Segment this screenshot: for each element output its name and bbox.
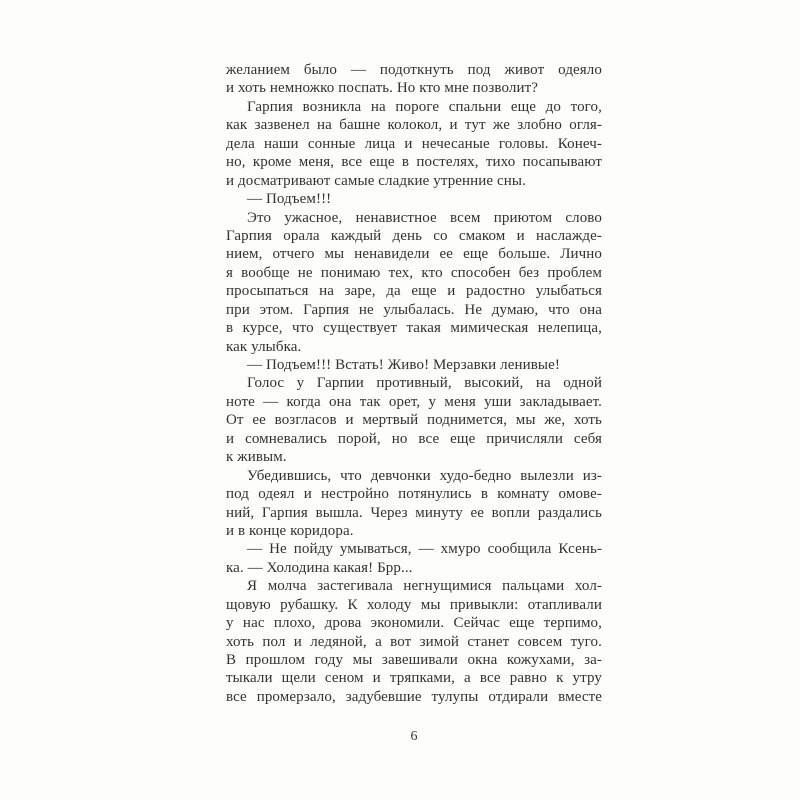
text-line: при этом. Гарпия не улыбалась. Не думаю, что она [226,301,602,318]
text-line: Голос у Гарпии противный, высокий, на одной [247,375,602,392]
text-line: В прошлом году мы завешивали окна кожухами, за- [226,652,602,668]
text-line: ка. — Холодина какая! Брр... [226,559,413,576]
paragraph [226,356,602,374]
text-line: Гарпия возникла на пороге спальни еще до того, [247,98,602,115]
text-line: нием, отчего мы ненавидели ее еще больше. Лично [226,246,602,263]
text-block [226,61,602,706]
text-line: и досматривают самые сладкие утренние сны. [226,172,526,189]
text-line: ноте — когда она так орет, у меня уши закладывает. [226,393,602,410]
text-line: под одеял и нестройно потянулись в комнату омове- [226,486,602,503]
text-line: к живым. [226,449,287,466]
paragraph [226,577,602,706]
text-line: и сомневались порой, но все еще причисляли себя [226,430,602,447]
text-line: — Не пойду умываться, — хмуро сообщила Ксень- [247,541,602,558]
text-line: но, кроме меня, все еще в постелях, тихо посапывают [226,154,602,171]
text-line: Это ужасное, ненавистное всем приютом слово [247,209,602,226]
paragraph [226,209,602,357]
text-line: дела наши сонные лица и нечесаные головы. Конеч- [226,135,602,152]
text-line: как зазвенел на башне колокол, и тут же злобно огля- [226,117,602,134]
text-line: тыкали щели сеном и тряпками, а все равно к утру [226,670,602,687]
text-line: ний, Гарпия вышла. Через минуту ее вопли раздались [226,504,602,521]
text-line: и хоть немножко поспать. Но кто мне позволит? [226,80,539,97]
paragraph [226,467,602,541]
text-line: Убедившись, что девчонки худо-бедно вылезли из- [247,467,602,484]
text-line: у нас плохо, дрова экономили. Сейчас еще терпимо, [226,615,602,632]
paragraph [226,540,602,577]
text-line: желанием было — подоткнуть под живот одеяло [226,62,602,78]
text-line: Гарпия орала каждый день со смаком и наслажде- [226,227,602,244]
text-line: От ее возгласов и мертвый поднимется, мы же, хоть [226,412,602,429]
text-line: в курсе, что существует такая мимическая нелепица, [226,320,602,337]
text-line: все промерзало, задубевшие тулупы отдирали вместе [226,688,602,705]
text-line: щовую рубашку. К холоду мы привыкли: отапливали [226,596,602,613]
text-line: Я молча застегивала негнущимися пальцами хол- [247,578,602,595]
paragraph [226,190,602,208]
text-line: я вообще не понимаю тех, кто способен без проблем [226,264,602,281]
paragraph [226,98,602,190]
text-line: и в конце коридора. [226,522,354,539]
text-line: хоть пол и ледяной, а вот зимой станет совсем туго. [226,633,602,650]
text-line: как улыбка. [226,338,302,355]
text-line: просыпаться на заре, да еще и радостно улыбаться [226,283,602,300]
paragraph [226,374,602,466]
paragraph [226,61,602,98]
text-line: — Подъем!!! [247,191,332,208]
page-number: 6 [410,729,418,744]
text-line: — Подъем!!! Встать! Живо! Мерзавки ленивые! [247,357,560,373]
